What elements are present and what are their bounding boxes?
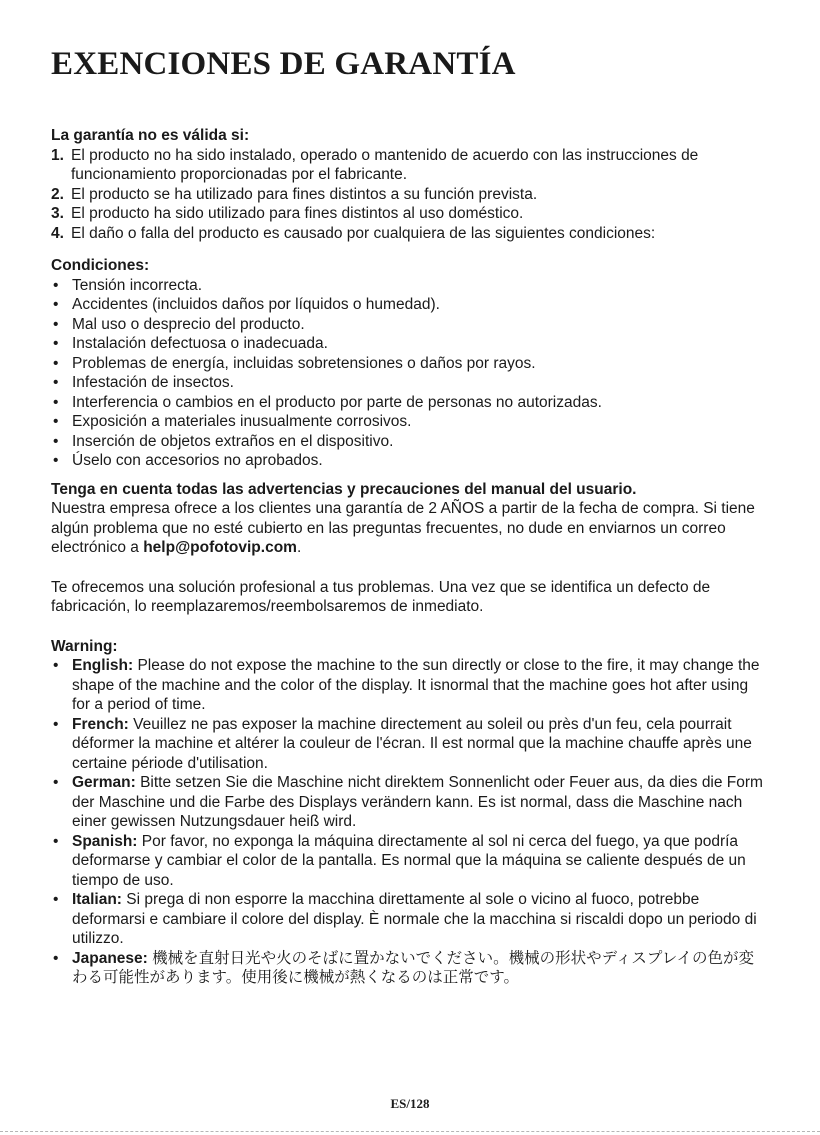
- item-number: 1.: [51, 146, 64, 164]
- condition-text: Exposición a materiales inusualmente corrosivos.: [72, 413, 412, 430]
- warning-heading: Warning:: [51, 637, 118, 655]
- condition-item: [51, 334, 766, 354]
- item-number: 2.: [51, 185, 64, 203]
- condition-text: Inserción de objetos extraños en el dispositivo.: [72, 432, 394, 450]
- warranty-list: [51, 146, 766, 244]
- page-number: ES/128: [390, 1096, 430, 1111]
- item-number: 3.: [51, 205, 64, 222]
- condition-text: Úselo con accesorios no aprobados.: [72, 452, 323, 469]
- language-label: French:: [72, 715, 129, 733]
- warning-text: Veuillez ne pas exposer la machine directement au soleil ou près d'un feu, cela pourrait déformer la machine et altérer la couleur de l'écran. Il est normal que la machine chauffe après une certaine période d'utilisation.: [72, 715, 752, 772]
- document-body: [51, 126, 766, 988]
- condition-text: Accidentes (incluidos daños por líquidos o humedad).: [72, 296, 440, 313]
- bullet-icon: •: [53, 891, 59, 908]
- condition-item: [51, 295, 766, 315]
- bullet-icon: •: [53, 374, 59, 391]
- conditions-heading: Condiciones:: [51, 257, 150, 274]
- language-label: German:: [72, 774, 136, 791]
- condition-item: [51, 276, 766, 296]
- bullet-icon: •: [53, 296, 59, 313]
- condition-text: Infestación de insectos.: [72, 374, 234, 391]
- condition-item: [51, 315, 766, 335]
- warning-list: [51, 656, 766, 988]
- support-email-link[interactable]: help@pofotovip.com: [143, 539, 297, 556]
- notice-paragraph: [51, 499, 766, 558]
- warning-item-english: [51, 656, 766, 715]
- warranty-item: [51, 224, 766, 244]
- item-text: El producto no ha sido instalado, operado o mantenido de acuerdo con las instrucciones de funcionamiento proporcionadas por el fabricante.: [71, 146, 699, 183]
- page-edge-divider: [0, 1131, 820, 1132]
- warning-item-french: [51, 715, 766, 774]
- warning-text: Por favor, no exponga la máquina directamente al sol ni cerca del fuego, ya que podría deformarse y cambiar el color de la pantalla. Es normal que la máquina se caliente después de un tiempo de uso.: [72, 832, 746, 889]
- warning-item-german: [51, 773, 766, 832]
- item-number: 4.: [51, 224, 64, 242]
- bullet-icon: •: [53, 276, 59, 294]
- notice-text: Nuestra empresa ofrece a los clientes una garantía de 2 AÑOS a partir de la fecha de compra. Si tiene algún problema que no esté cubierto en las preguntas frecuentes, no dude en enviarnos un correo electrónico a: [51, 500, 755, 556]
- page-title: EXENCIONES DE GARANTÍA: [51, 46, 516, 82]
- bullet-icon: •: [53, 832, 59, 850]
- warning-item-japanese: [51, 949, 766, 988]
- bullet-icon: •: [53, 354, 59, 372]
- item-text: El producto se ha utilizado para fines distintos a su función prevista.: [71, 185, 538, 203]
- condition-text: Mal uso o desprecio del producto.: [72, 315, 305, 333]
- language-label: Japanese:: [72, 949, 148, 967]
- warning-text: 機械を直射日光や火のそばに置かないでください。機械の形状やディスプレイの色が変わる可能性があります。使用後に機械が熱くなるのは正常です。: [72, 949, 755, 986]
- notice-end: .: [296, 539, 302, 556]
- condition-item: [51, 354, 766, 374]
- language-label: English:: [72, 657, 134, 674]
- item-text: El daño o falla del producto es causado por cualquiera de las siguientes condiciones:: [71, 224, 656, 242]
- solution-paragraph: Te ofrecemos una solución profesional a tus problemas. Una vez que se identifica un defecto de fabricación, lo reemplazaremos/reembolsaremos de inmediato.: [51, 578, 711, 615]
- warranty-item: [51, 146, 766, 185]
- language-label: Spanish:: [72, 832, 138, 850]
- warning-text: Si prega di non esporre la macchina direttamente al sole o vicino al fuoco, potrebbe deformarsi e cambiare il colore del display. È normale che la macchina si riscaldi dopo un periodo di utilizzo.: [72, 891, 757, 947]
- condition-text: Tensión incorrecta.: [72, 276, 203, 294]
- condition-text: Interferencia o cambios en el producto por parte de personas no autorizadas.: [72, 393, 602, 411]
- conditions-list: [51, 276, 766, 471]
- warranty-item: [51, 185, 766, 205]
- warning-text: Bitte setzen Sie die Maschine nicht direktem Sonnenlicht oder Feuer aus, da dies die Form der Maschine und die Farbe des Displays verändern kann. Es ist normal, dass die Maschine nach einer gewissen Nutzungsdauer heiß wird.: [72, 774, 763, 830]
- bullet-icon: •: [53, 432, 59, 450]
- language-label: Italian:: [72, 891, 122, 908]
- bullet-icon: •: [53, 315, 59, 333]
- condition-text: Instalación defectuosa o inadecuada.: [72, 335, 328, 352]
- condition-text: Problemas de energía, incluidas sobretensiones o daños por rayos.: [72, 354, 536, 372]
- bullet-icon: •: [53, 715, 59, 733]
- notice-heading: Tenga en cuenta todas las advertencias y precauciones del manual del usuario.: [51, 480, 637, 498]
- warning-item-italian: [51, 890, 766, 949]
- warning-item-spanish: [51, 832, 766, 891]
- condition-item: [51, 393, 766, 413]
- condition-item: [51, 412, 766, 432]
- bullet-icon: •: [53, 657, 59, 674]
- condition-item: [51, 451, 766, 471]
- bullet-icon: •: [53, 393, 59, 411]
- bullet-icon: •: [53, 452, 59, 469]
- warranty-heading: La garantía no es válida si:: [51, 127, 250, 144]
- warning-text: Please do not expose the machine to the sun directly or close to the fire, it may change the shape of the machine and the color of the display. It isnormal that the machine goes hot after using for a period of time.: [72, 657, 760, 713]
- condition-item: [51, 373, 766, 393]
- condition-item: [51, 432, 766, 452]
- item-text: El producto ha sido utilizado para fines distintos al uso doméstico.: [71, 205, 524, 222]
- bullet-icon: •: [53, 774, 59, 791]
- warranty-item: [51, 204, 766, 224]
- bullet-icon: •: [53, 335, 59, 352]
- bullet-icon: •: [53, 413, 59, 430]
- bullet-icon: •: [53, 949, 59, 967]
